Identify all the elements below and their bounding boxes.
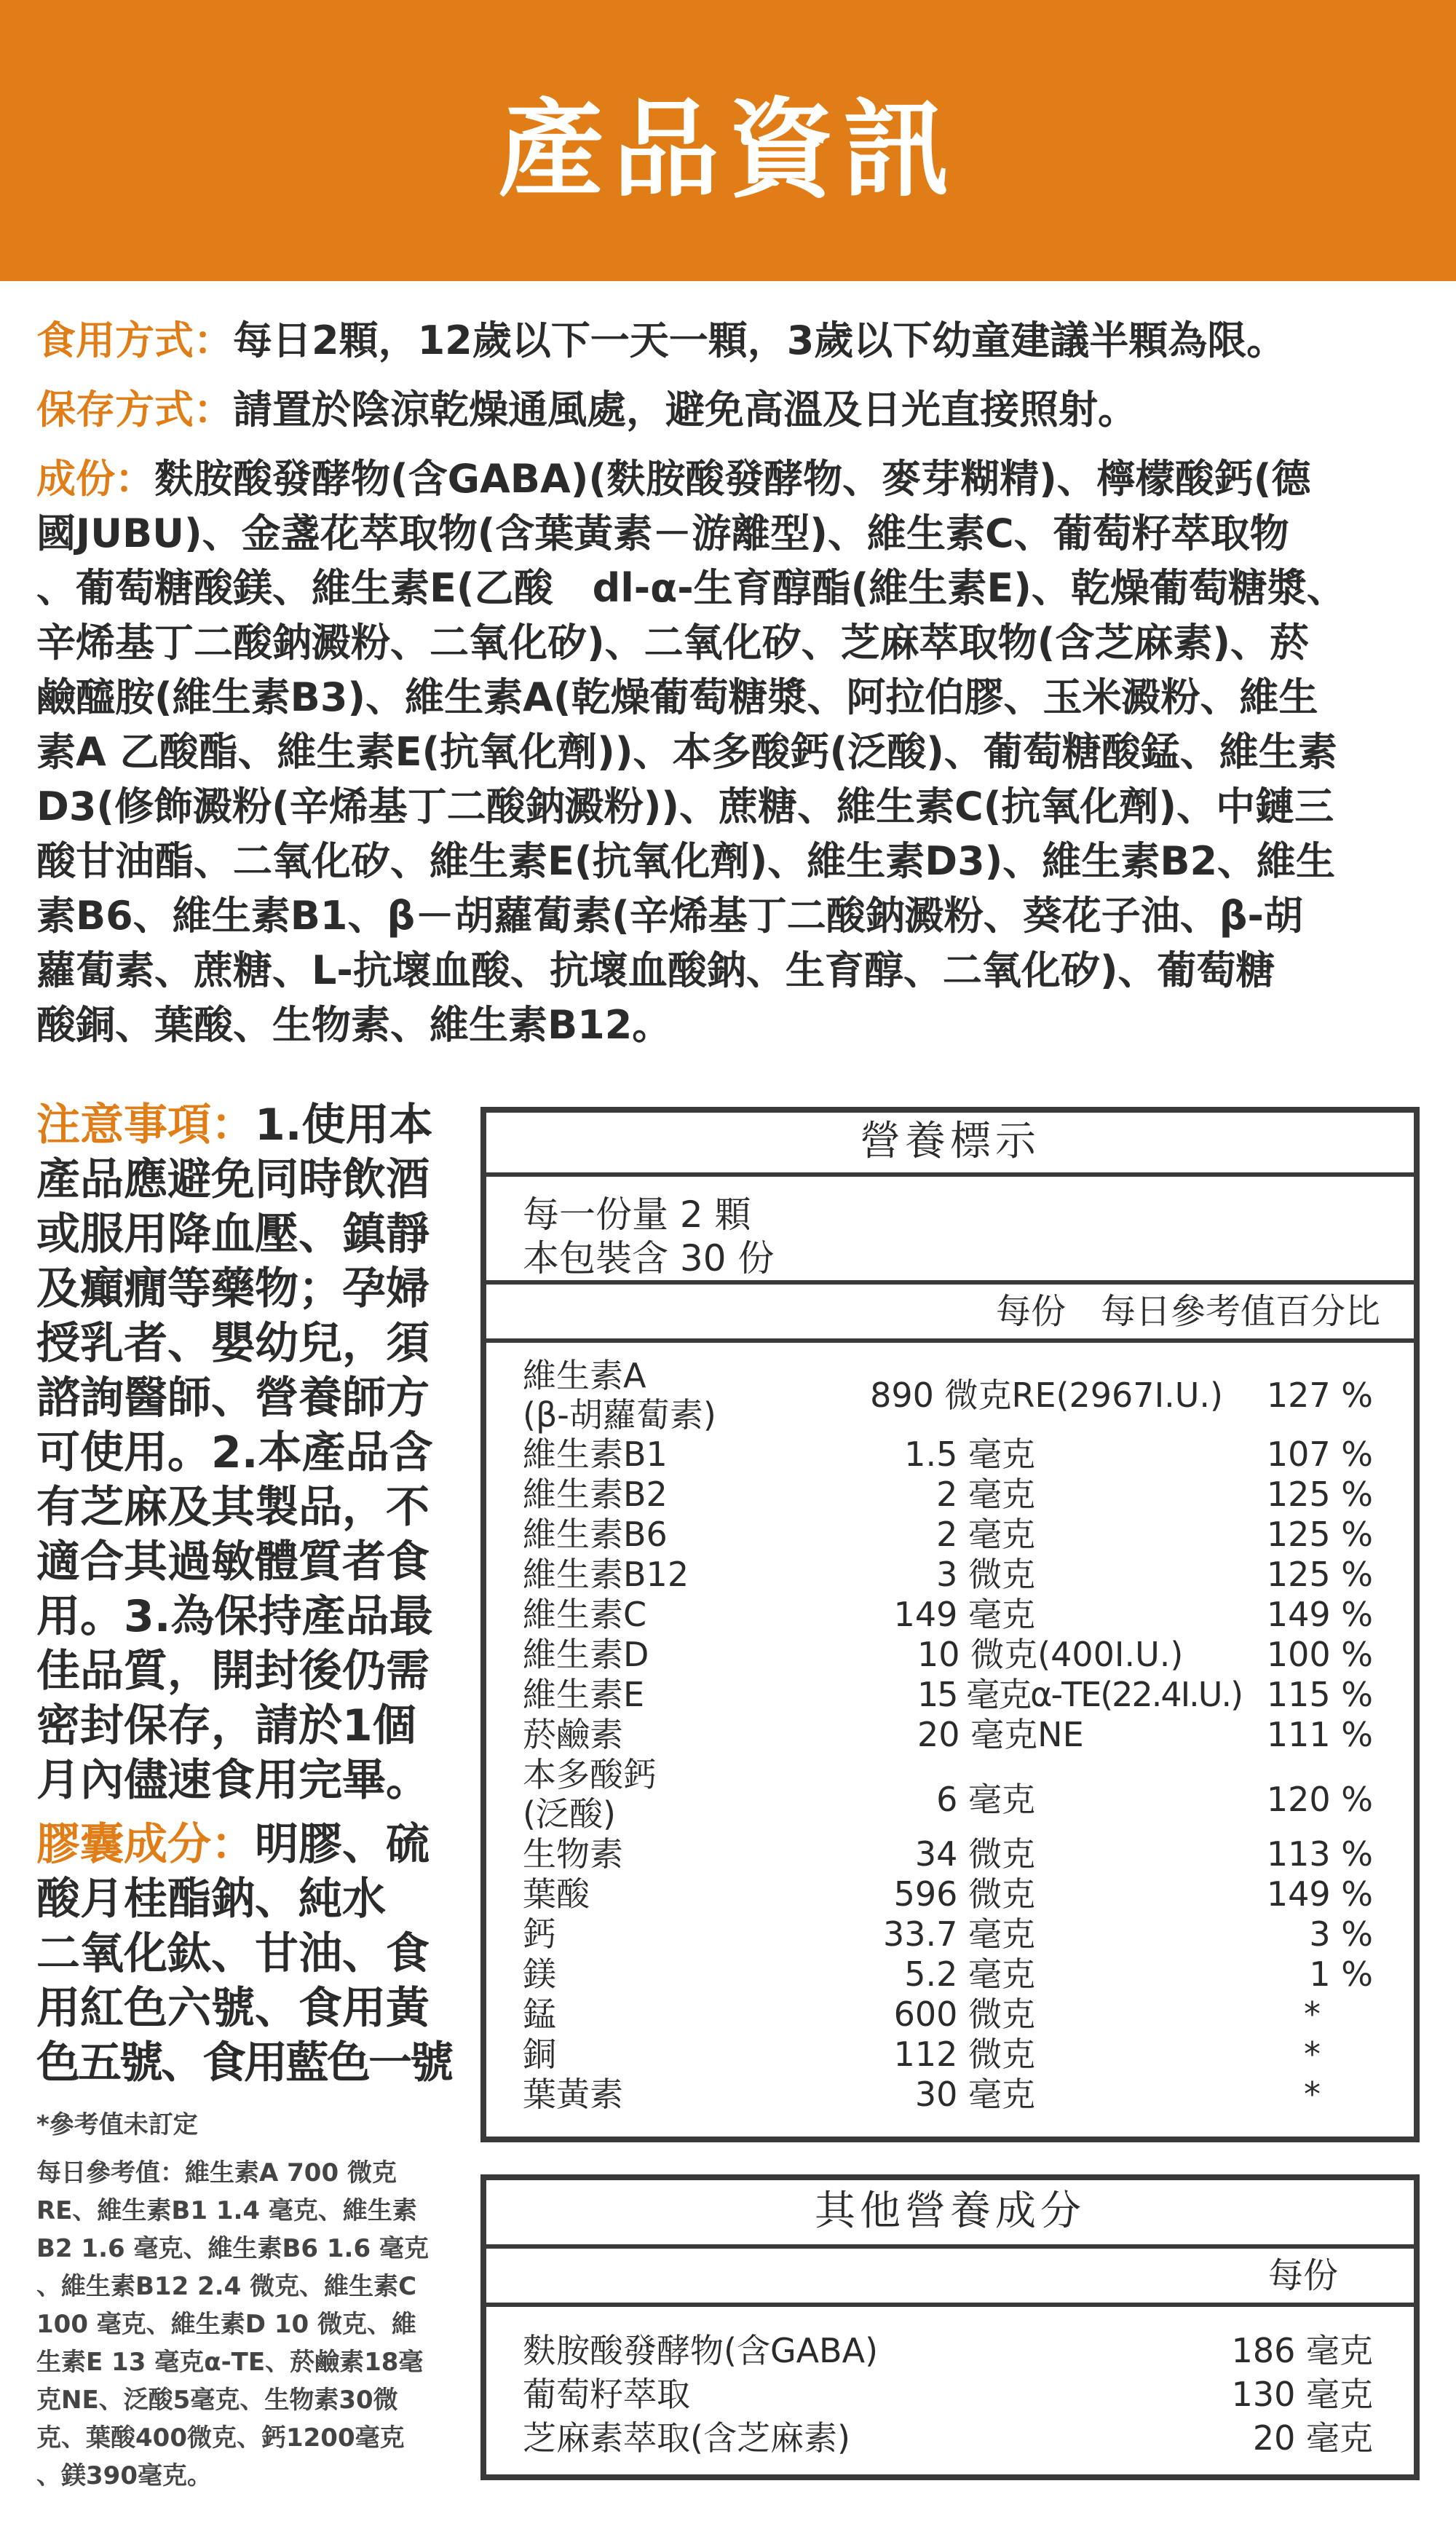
nutrient-percent: 120 % xyxy=(1266,1780,1373,1819)
ingredients-line: 麩胺酸發酵物(含GABA)(麩胺酸發酵物、麥芽糊精)、檸檬酸鈣(德 xyxy=(154,456,1311,502)
caution-line: 用。3.為保持產品最 xyxy=(36,1591,433,1642)
caution-line: 有芝麻及其製品，不 xyxy=(36,1482,430,1533)
caution-line: 及癲癇等藥物；孕婦 xyxy=(36,1263,430,1314)
nutrient-row xyxy=(486,1435,1414,1474)
nutrient-row xyxy=(486,2035,1414,2074)
caution-line: 或服用降血壓、鎮靜 xyxy=(36,1209,430,1260)
ingredients-line: D3(修飾澱粉(辛烯基丁二酸鈉澱粉))、蔗糖、維生素C(抗氧化劑)、中鏈三 xyxy=(36,784,1334,829)
reference-note-line: *參考值未訂定 xyxy=(36,2110,198,2139)
nutrient-name: 本多酸鈣 xyxy=(523,1755,657,1794)
other-title: 其他營養成分 xyxy=(486,2180,1414,2249)
caution-line: 適合其過敏體質者食 xyxy=(36,1536,430,1587)
nutrition-facts-table xyxy=(480,1107,1420,2142)
other-row xyxy=(486,2416,1414,2460)
reference-note xyxy=(36,2106,451,2495)
other-rows xyxy=(486,2307,1414,2474)
capsule-line: 酸月桂酯鈉、純水 xyxy=(36,1874,386,1925)
nutrient-percent: * xyxy=(1304,2035,1321,2074)
capsule-line: 明膠、硫 xyxy=(255,1819,430,1870)
nutrient-row xyxy=(486,1995,1414,2034)
other-name: 芝麻素萃取(含芝麻素) xyxy=(523,2418,850,2458)
ingredients-block xyxy=(36,451,1420,1052)
nutrient-row-values xyxy=(486,1376,1414,1415)
caution-line: 佳品質，開封後仍需 xyxy=(36,1646,430,1697)
capsule-line: 用紅色六號、食用黃 xyxy=(36,1983,430,2034)
nutrient-name-sub: (β-胡蘿蔔素) xyxy=(523,1395,716,1435)
nutrient-percent: 125 % xyxy=(1266,1475,1373,1514)
nutrient-amount: 20 毫克NE xyxy=(917,1715,1084,1754)
nutrient-percent: 115 % xyxy=(1266,1675,1373,1714)
nutrient-percent: 1 % xyxy=(1309,1954,1373,1994)
reference-note-line: 每日參考值：維生素A 700 微克 xyxy=(36,2158,397,2187)
other-amount: 186 毫克 xyxy=(1231,2331,1373,2370)
caution-line: 產品應避免同時飲酒 xyxy=(36,1154,430,1205)
nutrient-name: 菸鹼素 xyxy=(523,1715,623,1754)
nutrient-percent: 3 % xyxy=(1309,1914,1373,1954)
usage-text: 每日2顆，12歲以下一天一顆，3歲以下幼童建議半顆為限。 xyxy=(233,317,1286,363)
usage-line xyxy=(36,313,1420,368)
caution-line: 授乳者、嬰幼兒，須 xyxy=(36,1318,430,1369)
other-nutrients-table xyxy=(480,2174,1420,2480)
nutrient-percent: 125 % xyxy=(1266,1515,1373,1554)
reference-note-line: 克NE、泛酸5毫克、生物素30微 xyxy=(36,2386,398,2415)
nutrient-name: 鈣 xyxy=(523,1914,556,1954)
nutrient-percent: 127 % xyxy=(1266,1376,1373,1415)
ingredients-label: 成份： xyxy=(36,456,154,502)
nutrient-row xyxy=(486,1555,1414,1594)
nutrient-name: 葉酸 xyxy=(523,1874,590,1914)
ingredients-line: 辛烯基丁二酸鈉澱粉、二氧化矽)、二氧化矽、芝麻萃取物(含芝麻素)、菸 xyxy=(36,620,1310,666)
ingredients-line: 酸甘油酯、二氧化矽、維生素E(抗氧化劑)、維生素D3)、維生素B2、維生 xyxy=(36,838,1336,884)
ingredients-line: 素A 乙酸酯、維生素E(抗氧化劑))、本多酸鈣(泛酸)、葡萄糖酸錳、維生素 xyxy=(36,729,1337,775)
nutrient-row xyxy=(486,1675,1414,1714)
capsule-line: 色五號、食用藍色一號 xyxy=(36,2037,451,2088)
servings-per-pack: 本包裝含 30 份 xyxy=(523,1237,775,1279)
nutrient-amount: 600 微克 xyxy=(893,1995,1035,2034)
nutrient-amount: 3 微克 xyxy=(936,1555,1035,1594)
ingredients-line: 酸銅、葉酸、生物素、維生素B12。 xyxy=(36,1002,672,1048)
caution-label: 注意事項： xyxy=(36,1100,255,1151)
storage-text: 請置於陰涼乾燥通風處，避免高溫及日光直接照射。 xyxy=(233,387,1137,433)
nutrient-percent: * xyxy=(1304,2075,1321,2114)
serving-section xyxy=(486,1177,1414,1285)
nutrient-name: 維生素B1 xyxy=(523,1435,668,1474)
serving-size: 每一份量 2 顆 xyxy=(523,1194,751,1236)
caution-line: 可使用。2.本產品含 xyxy=(36,1427,433,1478)
nutrient-row xyxy=(486,2075,1414,2114)
nutrient-amount: 2 毫克 xyxy=(936,1475,1035,1514)
nutrient-amount: 890 微克RE(2967I.U.) xyxy=(870,1376,1223,1415)
nutrient-rows xyxy=(486,1343,1414,2129)
nutrient-name: 維生素B12 xyxy=(523,1555,689,1594)
reference-note-line: 100 毫克、維生素D 10 微克、維 xyxy=(36,2310,417,2339)
usage-label: 食用方式： xyxy=(36,317,233,363)
capsule-line: 二氧化鈦、甘油、食 xyxy=(36,1928,430,1979)
nutrient-percent: 113 % xyxy=(1266,1834,1373,1874)
other-name: 葡萄籽萃取 xyxy=(523,2375,690,2414)
caution-line: 1.使用本 xyxy=(255,1100,433,1151)
other-amount: 20 毫克 xyxy=(1252,2418,1373,2458)
other-row xyxy=(486,2372,1414,2416)
nutrient-row xyxy=(486,1475,1414,1514)
ingredients-line: 蘿蔔素、蔗糖、L-抗壞血酸、抗壞血酸鈉、生育醇、二氧化矽)、葡萄糖 xyxy=(36,947,1275,993)
nutrient-name: 維生素A xyxy=(523,1356,646,1395)
caution-line: 密封保存，請於1個 xyxy=(36,1700,416,1751)
other-name: 麩胺酸發酵物(含GABA) xyxy=(523,2331,879,2370)
page-title: 產品資訊 xyxy=(498,88,958,212)
nutrient-row xyxy=(486,1834,1414,1874)
nutrient-row xyxy=(486,1715,1414,1754)
nutrient-row xyxy=(486,1595,1414,1634)
nutrient-name: 鎂 xyxy=(523,1954,556,1994)
nutrient-amount: 33.7 毫克 xyxy=(882,1914,1035,1954)
storage-label: 保存方式： xyxy=(36,387,233,433)
nutrient-amount: 10 微克(400I.U.) xyxy=(917,1635,1184,1674)
nutrient-name: 錳 xyxy=(523,1995,556,2034)
nutrient-row xyxy=(486,1515,1414,1554)
nutrient-row xyxy=(486,1874,1414,1914)
nutrient-amount: 5.2 毫克 xyxy=(904,1954,1035,1994)
nutrient-name: 維生素C xyxy=(523,1595,647,1634)
nutrient-amount: 6 毫克 xyxy=(936,1780,1035,1819)
reference-note-line: 、鎂390毫克。 xyxy=(36,2461,212,2490)
ingredients-line: 國JUBU)、金盞花萃取物(含葉黃素－游離型)、維生素C、葡萄籽萃取物 xyxy=(36,510,1289,556)
caution-line: 諮詢醫師、營養師方 xyxy=(36,1373,430,1424)
nutrient-amount: 596 微克 xyxy=(893,1874,1035,1914)
nutrient-percent: 149 % xyxy=(1266,1595,1373,1634)
header-banner xyxy=(0,0,1456,281)
ingredients-line: 鹼醯胺(維生素B3)、維生素A(乾燥葡萄糖漿、阿拉伯膠、玉米澱粉、維生 xyxy=(36,674,1318,720)
other-column-header: 每份 xyxy=(486,2249,1414,2307)
other-amount: 130 毫克 xyxy=(1231,2375,1373,2414)
ingredients-line: 素B6、維生素B1、β－胡蘿蔔素(辛烯基丁二酸鈉澱粉、葵花子油、β-胡 xyxy=(36,893,1303,939)
nutrient-name: 維生素E xyxy=(523,1675,645,1714)
nutrient-percent: * xyxy=(1304,1995,1321,2034)
reference-note-line: 克、葉酸400微克、鈣1200毫克 xyxy=(36,2423,405,2453)
nutrient-row xyxy=(486,1635,1414,1674)
nutrient-name-sub: (泛酸) xyxy=(523,1794,616,1834)
nutrient-row xyxy=(486,1954,1414,1994)
capsule-block xyxy=(36,1818,451,2091)
nutrient-amount: 15 毫克α-TE(22.4I.U.) xyxy=(917,1675,1243,1714)
nutrient-name: 維生素B2 xyxy=(523,1475,668,1514)
nutrient-row-values xyxy=(486,1780,1414,1819)
nutrient-percent: 111 % xyxy=(1266,1715,1373,1754)
nutrient-amount: 2 毫克 xyxy=(936,1515,1035,1554)
reference-note-line: 生素E 13 毫克α-TE、菸鹼素18毫 xyxy=(36,2348,424,2377)
nutrient-percent: 107 % xyxy=(1266,1435,1373,1474)
nutrient-name: 維生素B6 xyxy=(523,1515,668,1554)
reference-note-line: 、維生素B12 2.4 微克、維生素C xyxy=(36,2272,417,2301)
nutrient-amount: 30 毫克 xyxy=(914,2075,1035,2114)
column-header: 每份 每日參考值百分比 xyxy=(486,1285,1414,1343)
other-row xyxy=(486,2329,1414,2372)
capsule-label: 膠囊成分： xyxy=(36,1819,255,1870)
nutrition-title: 營養標示 xyxy=(486,1113,1414,1177)
ingredients-line: 、葡萄糖酸鎂、維生素E(乙酸 dl-α-生育醇酯(維生素E)、乾燥葡萄糖漿、 xyxy=(36,565,1346,611)
nutrient-name: 生物素 xyxy=(523,1834,623,1874)
caution-block xyxy=(36,1098,451,1808)
nutrient-name: 葉黃素 xyxy=(523,2075,623,2114)
caution-line: 月內儘速食用完畢。 xyxy=(36,1755,430,1806)
nutrient-name: 維生素D xyxy=(523,1635,649,1674)
nutrient-amount: 1.5 毫克 xyxy=(904,1435,1035,1474)
storage-line xyxy=(36,382,1420,437)
nutrient-amount: 149 毫克 xyxy=(893,1595,1035,1634)
nutrient-row xyxy=(486,1914,1414,1954)
nutrient-amount: 112 微克 xyxy=(893,2035,1035,2074)
nutrient-amount: 34 微克 xyxy=(914,1834,1035,1874)
nutrient-percent: 100 % xyxy=(1266,1635,1373,1674)
nutrient-percent: 125 % xyxy=(1266,1555,1373,1594)
reference-note-line: B2 1.6 毫克、維生素B6 1.6 毫克 xyxy=(36,2234,429,2263)
reference-note-line: RE、維生素B1 1.4 毫克、維生素 xyxy=(36,2196,417,2225)
nutrient-name: 銅 xyxy=(523,2035,556,2074)
nutrient-percent: 149 % xyxy=(1266,1874,1373,1914)
